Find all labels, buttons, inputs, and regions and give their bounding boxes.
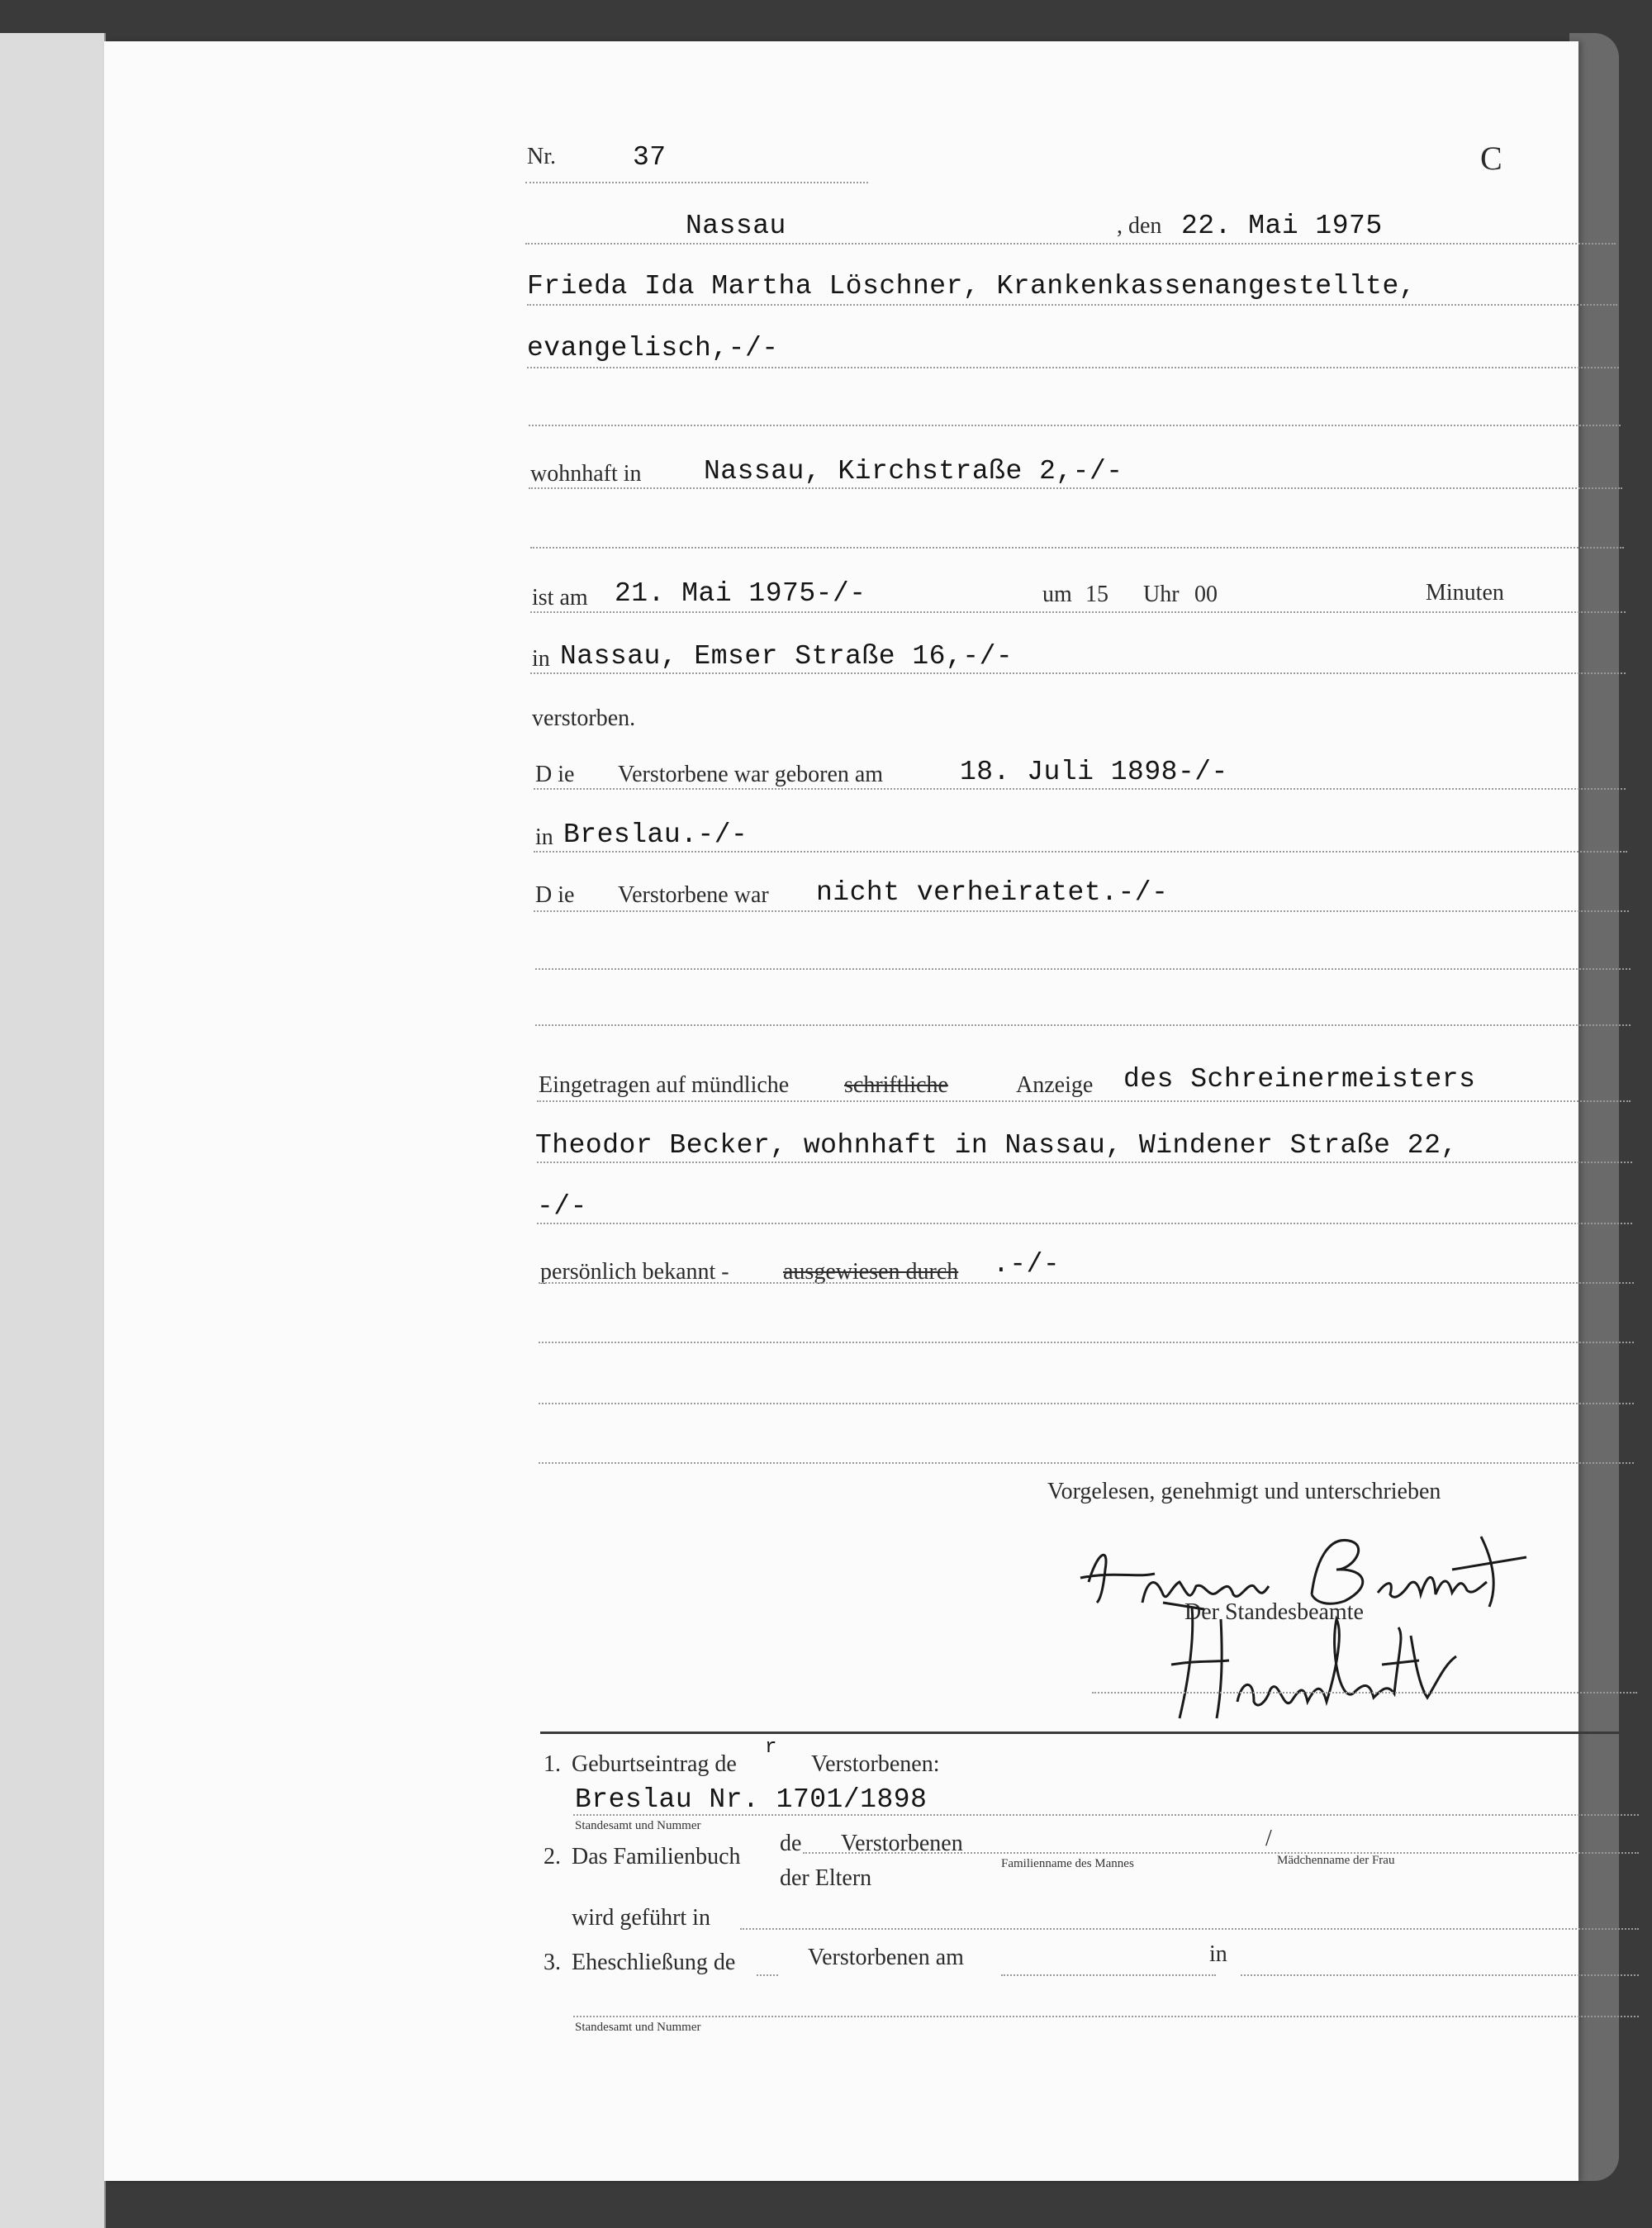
deceased-name: Frieda Ida Martha Löschner, Krankenkassenangestellte, (527, 271, 1417, 302)
date-prefix: , den (1117, 213, 1162, 239)
item3-date-line (1001, 1974, 1216, 1976)
residence-label: wohnhaft in (530, 461, 642, 487)
item1-num: 1. (544, 1751, 561, 1777)
death-date-line (530, 611, 1626, 613)
item2-num: 2. (544, 1844, 561, 1869)
death-place-prefix: in (532, 646, 550, 672)
death-place-line (530, 672, 1626, 674)
blank-line-4 (539, 1403, 1634, 1404)
residence-line-2 (530, 547, 1624, 549)
death-place: Nassau, Emser Straße 16,-/- (560, 641, 1014, 672)
marital-die: D ie (535, 882, 575, 908)
record-date: 22. Mai 1975 (1181, 211, 1383, 241)
footer-separator (540, 1732, 1640, 1734)
nr-value: 37 (633, 142, 667, 173)
item2-eltern: der Eltern (780, 1865, 872, 1891)
informant-line3: -/- (537, 1191, 587, 1222)
item2-gefuehrt-line (740, 1928, 1639, 1930)
death-label: ist am (532, 585, 588, 610)
item2-caption-wife: Mädchenname der Frau (1277, 1854, 1395, 1867)
nr-line (525, 182, 868, 183)
minuten-label: Minuten (1426, 580, 1504, 606)
death-register-page (104, 41, 1578, 2181)
item2-de: de (780, 1831, 802, 1856)
death-date: 21. Mai 1975-/- (615, 578, 866, 609)
blank-line-3 (539, 1342, 1634, 1343)
item2-line (803, 1852, 1639, 1854)
item2-gefuehrt: wird geführt in (572, 1905, 710, 1931)
ausgewiesen-struck: ausgewiesen durch (783, 1259, 959, 1285)
death-hour: 15 (1085, 582, 1108, 607)
item2-label: Das Familienbuch (572, 1844, 741, 1869)
item1-label: Geburtseintrag de (572, 1751, 737, 1777)
birth-date: 18. Juli 1898-/- (960, 757, 1228, 787)
death-minutes: 00 (1194, 582, 1218, 607)
born-die: D ie (535, 762, 575, 787)
birth-place-line (534, 851, 1627, 853)
informant-part1: des Schreinermeisters (1123, 1064, 1476, 1095)
item3-line-2 (573, 2016, 1639, 2017)
birth-date-line (534, 788, 1626, 790)
item1-value: Breslau Nr. 1701/1898 (575, 1784, 928, 1815)
item3-de-line (757, 1974, 778, 1976)
informant-name: Theodor Becker, wohnhaft in Nassau, Windener Straße 22, (535, 1130, 1458, 1161)
bekannt-suffix: .-/- (993, 1249, 1061, 1280)
marital-label: Verstorbene war (618, 882, 769, 908)
name-line-2 (527, 367, 1619, 368)
schriftliche-struck: schriftliche (844, 1072, 948, 1098)
blank-line-5 (539, 1462, 1634, 1464)
item1-suffix: Verstorbenen: (811, 1751, 940, 1777)
left-page-edge (0, 33, 106, 2228)
item2-caption-husband: Familienname des Mannes (1001, 1857, 1134, 1870)
official-signature (1146, 1586, 1518, 1727)
place-date-line (525, 243, 1616, 245)
anzeige-label: Anzeige (1016, 1072, 1094, 1098)
blank-line-1 (535, 968, 1631, 970)
um-label: um (1042, 582, 1072, 607)
residence-line (529, 487, 1622, 489)
informant-line-2 (537, 1162, 1632, 1163)
nr-label: Nr. (527, 144, 556, 169)
bekannt-line (539, 1282, 1634, 1284)
born-label: Verstorbene war geboren am (618, 762, 884, 787)
item1-caption: Standesamt und Nummer (575, 1819, 701, 1832)
item3-verstorbenen: Verstorbenen am (808, 1945, 964, 1970)
item3-label: Eheschließung de (572, 1950, 736, 1975)
form-letter: C (1480, 140, 1502, 177)
standesbeamte-label: Der Standesbeamte (1184, 1599, 1364, 1625)
item3-place-line (1241, 1974, 1639, 1976)
item2-slash: / (1265, 1826, 1272, 1851)
marital-status: nicht verheiratet.-/- (816, 877, 1169, 908)
birth-place: Breslau.-/- (563, 819, 748, 850)
informant-line-1 (537, 1100, 1631, 1102)
place: Nassau (686, 211, 786, 241)
item1-line (573, 1814, 1639, 1816)
item3-caption: Standesamt und Nummer (575, 2021, 701, 2034)
item3-num: 3. (544, 1950, 561, 1975)
residence: Nassau, Kirchstraße 2,-/- (704, 456, 1123, 487)
informant-line-3 (537, 1223, 1632, 1224)
blank-line-2 (535, 1024, 1631, 1026)
deceased-religion: evangelisch,-/- (527, 333, 779, 363)
eingetragen-label: Eingetragen auf mündliche (539, 1072, 790, 1098)
name-line-3 (529, 425, 1621, 426)
birth-place-prefix: in (535, 824, 553, 850)
bekannt-label: persönlich bekannt - (540, 1259, 729, 1285)
vorgelesen-label: Vorgelesen, genehmigt und unterschrieben (1047, 1479, 1441, 1504)
marital-line (534, 910, 1629, 912)
verstorben-label: verstorben. (532, 705, 636, 731)
name-line-1 (527, 304, 1617, 306)
official-sign-line (1092, 1692, 1637, 1694)
item2-verstorbenen: Verstorbenen (841, 1831, 963, 1856)
uhr-label: Uhr (1143, 582, 1180, 607)
item3-in: in (1209, 1941, 1227, 1967)
item1-super: r (765, 1736, 777, 1759)
